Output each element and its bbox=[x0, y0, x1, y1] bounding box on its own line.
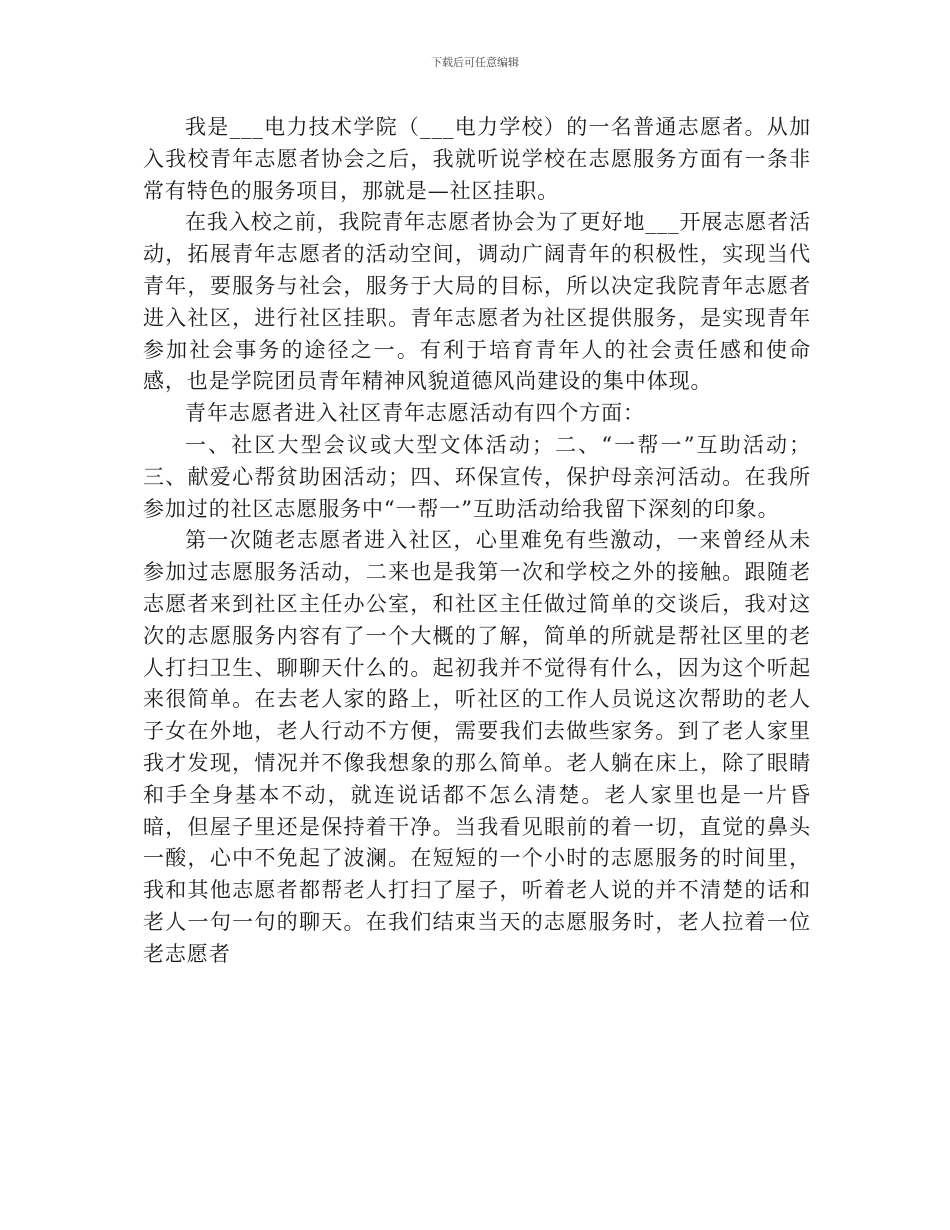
paragraph-4: 一、社区大型会议或大型文体活动；二、“一帮一”互助活动；三、献爱心帮贫助困活动；四、环保宣传，保护母亲河活动。在我所参加过的社区志愿服务中“一帮一”互助活动给我留下深刻的印象。 bbox=[143, 432, 811, 521]
paragraph-5: 第一次随老志愿者进入社区，心里难免有些激动，一来曾经从未参加过志愿服务活动，二来也是我第一次和学校之外的接触。跟随老志愿者来到社区主任办公室，和社区主任做过简单的交谈后，我对这次的志愿服务内容有了一个大概的了解，简单的所就是帮社区里的老人打扫卫生、聊聊天什么的。起初我并不觉得有什么，因为这个听起来很简单。在去老人家的路上，听社区的工作人员说这次帮助的老人子女在外地，老人行动不方便，需要我们去做些家务。到了老人家里我才发现，情况并不像我想象的那么简单。老人躺在床上，除了眼睛和手全身基本不动，就连说话都不怎么清楚。老人家里也是一片昏暗，但屋子里还是保持着干净。当我看见眼前的着一切，直觉的鼻头一酸，心中不免起了波澜。在短短的一个小时的志愿服务的时间里，我和其他志愿者都帮老人打扫了屋子，听着老人说的并不清楚的话和老人一句一句的聊天。在我们结束当天的志愿服务时，老人拉着一位老志愿者 bbox=[143, 528, 811, 966]
document-body bbox=[143, 112, 811, 971]
page-header-note: 下载后可任意编辑 bbox=[431, 56, 519, 69]
paragraph-2: 在我入校之前，我院青年志愿者协会为了更好地___开展志愿者活动，拓展青年志愿者的活动空间，调动广阔青年的积极性，实现当代青年，要服务与社会，服务于大局的目标，所以决定我院青年志愿者进入社区，进行社区挂职。青年志愿者为社区提供服务，是实现青年参加社会事务的途径之一。有利于培育青年人的社会责任感和使命感，也是学院团员青年精神风貌道德风尚建设的集中体现。 bbox=[143, 210, 811, 394]
paragraph-3: 青年志愿者进入社区青年志愿活动有四个方面： bbox=[185, 401, 645, 426]
paragraph-1: 我是___电力技术学院（___电力学校）的一名普通志愿者。从加入我校青年志愿者协会之后，我就听说学校在志愿服务方面有一条非常有特色的服务项目，那就是—社区挂职。 bbox=[143, 115, 811, 203]
